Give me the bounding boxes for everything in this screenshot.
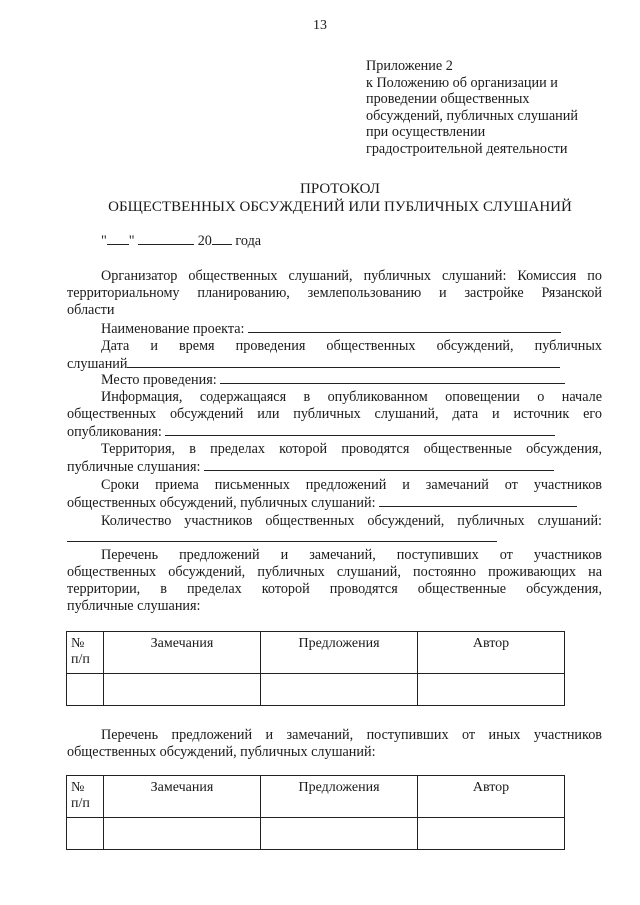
col-author-header: Автор xyxy=(418,776,565,818)
appendix-line: к Положению об организации и xyxy=(366,74,558,91)
table-header-row xyxy=(67,632,565,674)
appendix-line: градостроительной деятельности xyxy=(366,140,568,157)
col-remarks-header: Замечания xyxy=(104,632,261,674)
place-blank xyxy=(220,371,565,384)
table-cell[interactable] xyxy=(67,674,104,706)
deadline-blank xyxy=(379,494,577,507)
title-line: ПРОТОКОЛ xyxy=(300,181,380,197)
col-remarks-header: Замечания xyxy=(104,776,261,818)
table-cell[interactable] xyxy=(104,674,261,706)
title-line: ОБЩЕСТВЕННЫХ ОБСУЖДЕНИЙ ИЛИ ПУБЛИЧНЫХ СЛУШАНИЙ xyxy=(108,199,572,215)
table-row xyxy=(67,818,565,850)
document-title xyxy=(40,180,640,216)
deadline-line-1: Сроки приема письменных предложений и замечаний от участников xyxy=(101,477,602,493)
col-number-header: № п/п xyxy=(67,632,104,674)
quote-open: " xyxy=(101,233,107,249)
list2-line-2: общественных обсуждений, публичных слушаний: xyxy=(67,744,376,760)
year-prefix: 20 xyxy=(197,233,212,249)
appendix-header xyxy=(366,58,616,158)
list1-line-1: Перечень предложений и замечаний, поступивших от участников xyxy=(101,547,602,563)
appendix-line: Приложение 2 xyxy=(366,58,453,74)
deadline-label: общественных обсуждений, публичных слушаний: xyxy=(67,495,376,511)
info-line-1: Информация, содержащаяся в опубликованном оповещении о начале xyxy=(101,389,602,405)
table-cell[interactable] xyxy=(67,818,104,850)
col-number-header: № п/п xyxy=(67,776,104,818)
table-cell[interactable] xyxy=(261,818,418,850)
datetime-blank xyxy=(127,355,560,368)
organizer-line-2: территориальному планированию, землепользованию и застройке Рязанской xyxy=(67,285,602,301)
appendix-line: обсуждений, публичных слушаний xyxy=(366,107,578,124)
info-line-3 xyxy=(67,423,602,440)
datetime-line-2 xyxy=(67,355,602,372)
datetime-line-1: Дата и время проведения общественных обсуждений, публичных xyxy=(101,338,602,354)
deadline-line-2 xyxy=(67,494,602,511)
year-suffix: года xyxy=(235,233,262,249)
territory-line-2 xyxy=(67,458,602,475)
day-blank xyxy=(107,232,129,245)
place-label: Место проведения: xyxy=(101,372,217,388)
project-name-line xyxy=(101,320,636,337)
list1-line-4: публичные слушания: xyxy=(67,598,201,614)
participants-line: Количество участников общественных обсуждений, публичных слушаний: xyxy=(101,513,602,529)
month-blank xyxy=(138,232,194,245)
organizer-line-1: Организатор общественных слушаний, публичных слушаний: Комиссия по xyxy=(101,268,602,284)
list2-line-1: Перечень предложений и замечаний, поступивших от иных участников xyxy=(101,727,602,743)
year-blank xyxy=(212,232,232,245)
quote-close: " xyxy=(128,233,135,249)
table-residents xyxy=(66,631,565,706)
col-proposals-header: Предложения xyxy=(261,776,418,818)
info-label: опубликования: xyxy=(67,424,162,440)
appendix-line: при осуществлении xyxy=(366,124,486,141)
list1-line-3: территории, в пределах которой проводятся общественные обсуждения, xyxy=(67,581,602,597)
table-row xyxy=(67,674,565,706)
col-proposals-header: Предложения xyxy=(261,632,418,674)
datetime-label: слушаний xyxy=(67,356,128,372)
date-line xyxy=(101,232,636,249)
territory-label: публичные слушания: xyxy=(67,459,201,475)
territory-blank xyxy=(204,458,554,471)
info-line-2: общественных обсуждений или публичных слушаний, дата и источник его xyxy=(67,406,602,422)
col-author-header: Автор xyxy=(418,632,565,674)
table-cell[interactable] xyxy=(104,818,261,850)
project-name-label: Наименование проекта: xyxy=(101,321,245,337)
place-line xyxy=(101,371,636,388)
page-number: 13 xyxy=(313,18,327,33)
table-cell[interactable] xyxy=(418,818,565,850)
info-blank xyxy=(165,423,555,436)
table-header-row xyxy=(67,776,565,818)
territory-line-1: Территория, в пределах которой проводятся общественные обсуждения, xyxy=(101,441,602,457)
appendix-line: проведении общественных xyxy=(366,91,530,108)
list1-line-2: общественных обсуждений, публичных слушаний, постоянно проживающих на xyxy=(67,564,602,580)
project-name-blank xyxy=(248,320,561,333)
table-other-participants xyxy=(66,775,565,850)
table-cell[interactable] xyxy=(418,674,565,706)
organizer-line-3: области xyxy=(67,302,115,318)
participants-blank xyxy=(67,541,497,542)
table-cell[interactable] xyxy=(261,674,418,706)
